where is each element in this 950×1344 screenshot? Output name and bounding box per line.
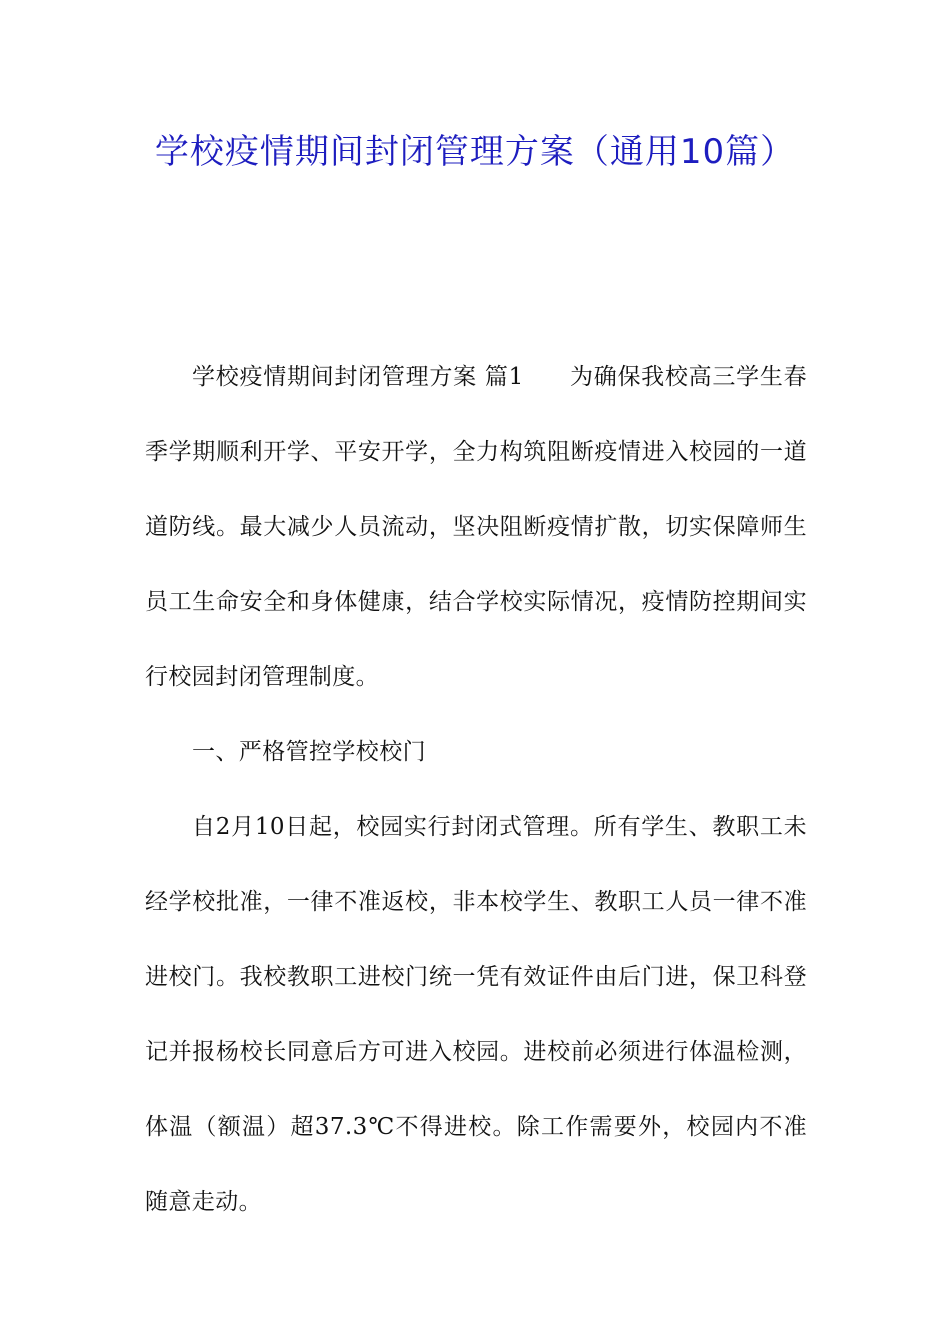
section-heading: 学校疫情期间封闭管理方案 篇1 xyxy=(192,364,524,390)
document-body xyxy=(145,340,807,1240)
document-title: 学校疫情期间封闭管理方案（通用10篇） xyxy=(154,132,796,172)
paragraph-text: 为确保我校高三学生春季学期顺利开学、平安开学，全力构筑阻断疫情进入校园的一道道防线。最大减少人员流动，坚决阻断疫情扩散，切实保障师生员工生命安全和身体健康，结合学校实际情况，疫情防控期间实行校园封闭管理制度。 xyxy=(145,364,807,690)
paragraph-subheading: 一、严格管控学校校门 xyxy=(192,739,426,765)
paragraph-intro xyxy=(145,340,807,715)
paragraph-campus-gate: 自2月10日起，校园实行封闭式管理。所有学生、教职工未经学校批准，一律不准返校，非本校学生、教职工人员一律不准进校门。我校教职工进校门统一凭有效证件由后门进，保卫科登记并报杨校长同意后方可进入校园。进校前必须进行体温检测，体温（额温）超37.3℃不得进校。除工作需要外，校园内不准随意走动。 xyxy=(145,814,807,1215)
